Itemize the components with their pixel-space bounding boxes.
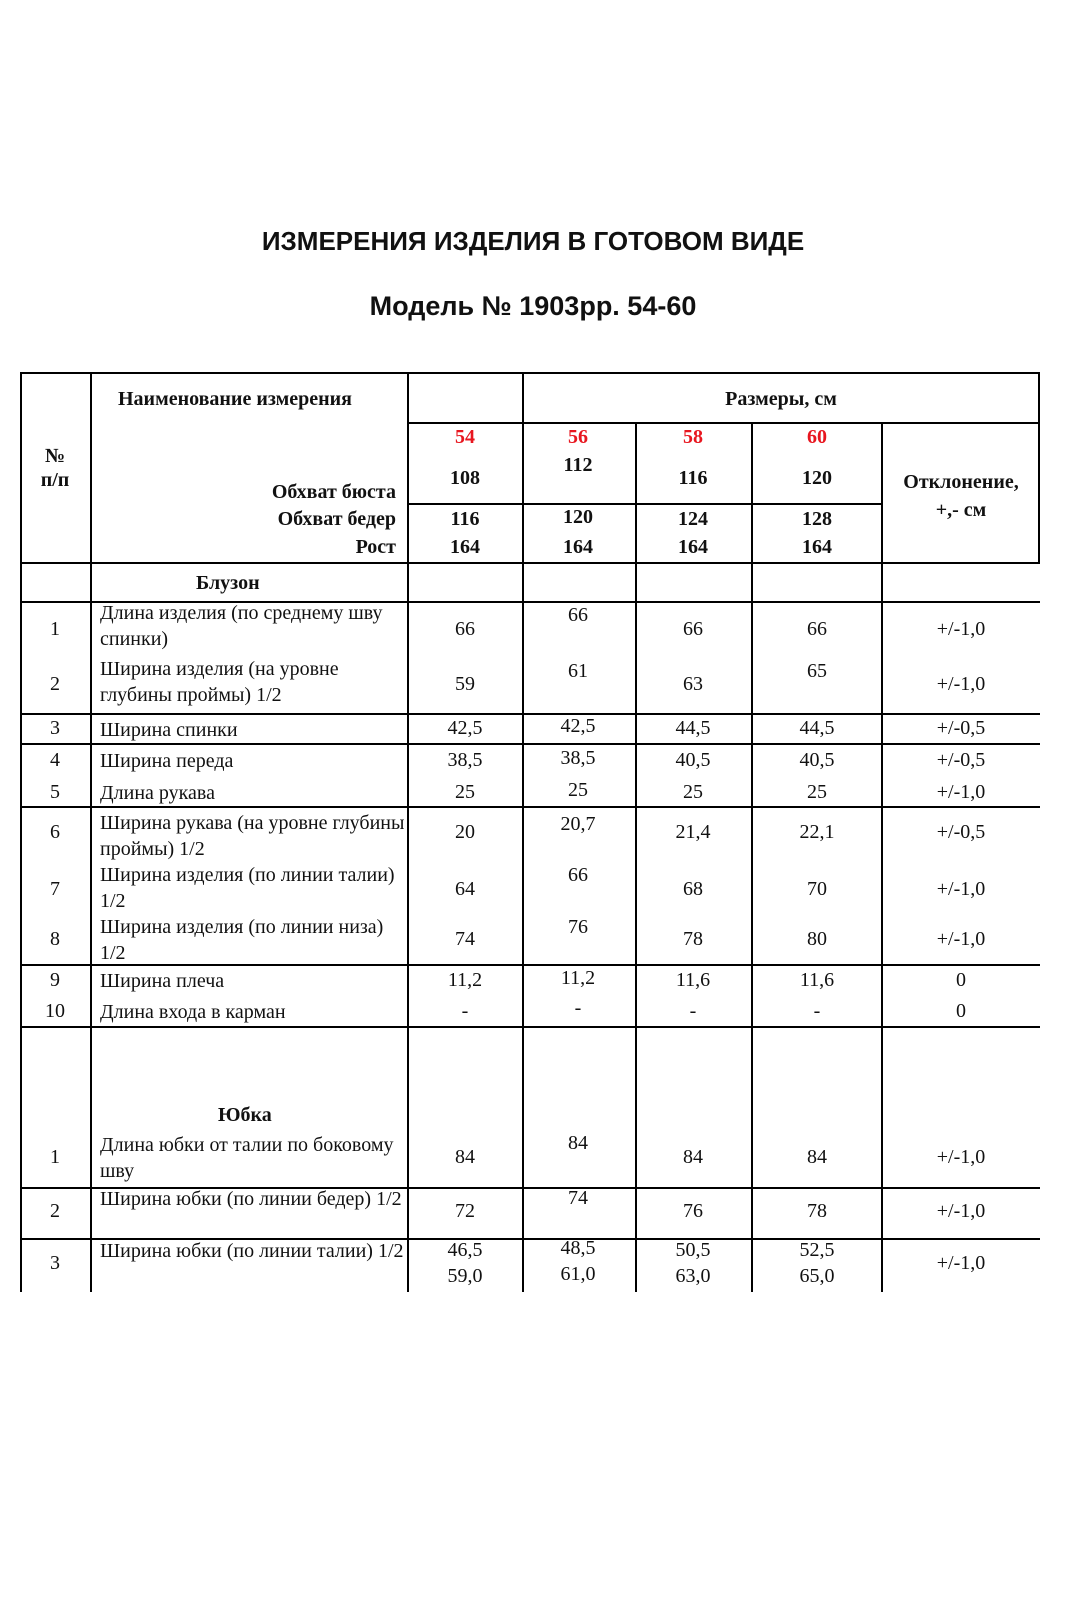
row-number: 2 bbox=[50, 673, 60, 695]
row-number: 2 bbox=[50, 1200, 60, 1222]
measurement-value: 50,5 bbox=[675, 1239, 711, 1261]
measurement-value: 20 bbox=[455, 821, 475, 843]
height-value: 164 bbox=[563, 536, 593, 558]
height-label: Рост bbox=[355, 536, 396, 558]
measurement-value: 44,5 bbox=[799, 717, 835, 739]
hips-value: 128 bbox=[802, 508, 832, 530]
measurement-value: 42,5 bbox=[560, 715, 596, 737]
section-skirt: Юбка bbox=[218, 1104, 272, 1126]
row-number: 9 bbox=[50, 969, 60, 991]
measurement-value: 25 bbox=[807, 781, 827, 803]
measurement-value: 11,2 bbox=[560, 967, 596, 989]
bust-label: Обхват бюста bbox=[271, 481, 396, 503]
deviation-value: +/-1,0 bbox=[936, 1252, 986, 1274]
col-sizes-header: Размеры, см bbox=[725, 388, 837, 410]
measurement-value: 21,4 bbox=[675, 821, 711, 843]
measurement-name: Длина изделия (по среднему шву спинки) bbox=[100, 602, 383, 650]
height-value: 164 bbox=[802, 536, 832, 558]
measurement-value: 42,5 bbox=[447, 717, 483, 739]
measurement-value: 40,5 bbox=[799, 749, 835, 771]
measurement-name: Ширина плеча bbox=[100, 970, 225, 992]
height-value: 164 bbox=[678, 536, 708, 558]
measurement-value: - bbox=[461, 1000, 469, 1022]
measurement-value: 84 bbox=[807, 1146, 827, 1168]
document-title: ИЗМЕРЕНИЯ ИЗДЕЛИЯ В ГОТОВОМ ВИДЕ bbox=[261, 226, 805, 256]
measurement-value: 74 bbox=[455, 928, 475, 950]
measurement-name: Ширина спинки bbox=[100, 719, 238, 741]
hips-value: 120 bbox=[563, 506, 593, 528]
measurement-value: 11,6 bbox=[675, 969, 711, 991]
measurement-value: 66 bbox=[683, 618, 703, 640]
measurement-value: 25 bbox=[455, 781, 475, 803]
measurement-value: 84 bbox=[455, 1146, 475, 1168]
measurement-value: 74 bbox=[568, 1187, 588, 1209]
measurement-value: 84 bbox=[683, 1146, 703, 1168]
measurement-name: Ширина юбки (по линии талии) 1/2 bbox=[100, 1240, 404, 1262]
measurement-value: 38,5 bbox=[447, 749, 483, 771]
measurement-value: 63 bbox=[683, 673, 703, 695]
measurement-value: - bbox=[689, 1000, 697, 1022]
measurement-value-alt: 59,0 bbox=[447, 1265, 483, 1287]
bust-value: 108 bbox=[450, 467, 480, 489]
measurement-value: 78 bbox=[807, 1200, 827, 1222]
model-subtitle: Модель № 1903рр. 54-60 bbox=[369, 291, 697, 321]
measurement-name: Ширина изделия (по линии низа) 1/2 bbox=[100, 916, 384, 964]
row-number: 8 bbox=[50, 928, 60, 950]
measurement-name: Ширина рукава (на уровне глубины проймы) 1/2 bbox=[100, 812, 405, 860]
deviation-value: +/-1,0 bbox=[936, 878, 986, 900]
measurement-value: - bbox=[813, 1000, 821, 1022]
measurement-value: 11,6 bbox=[799, 969, 835, 991]
deviation-value: +/-0,5 bbox=[936, 717, 986, 739]
row-number: 5 bbox=[50, 781, 60, 803]
measurement-value: 11,2 bbox=[447, 969, 483, 991]
deviation-value: +/-1,0 bbox=[936, 928, 986, 950]
deviation-value: +/-1,0 bbox=[936, 618, 986, 640]
deviation-value: +/-0,5 bbox=[936, 821, 986, 843]
row-number: 7 bbox=[50, 878, 60, 900]
bust-value: 112 bbox=[563, 454, 593, 476]
deviation-value: +/-0,5 bbox=[936, 749, 986, 771]
measurement-value: 66 bbox=[807, 618, 827, 640]
row-number: 4 bbox=[50, 749, 60, 771]
size-54: 54 bbox=[455, 426, 475, 448]
measurement-name: Длина рукава bbox=[100, 782, 215, 804]
size-56: 56 bbox=[568, 426, 588, 448]
measurement-value-alt: 65,0 bbox=[799, 1265, 835, 1287]
measurement-value: 78 bbox=[683, 928, 703, 950]
col-deviation-header: Отклонение, +,- см bbox=[903, 471, 1019, 521]
size-58: 58 bbox=[683, 426, 703, 448]
measurement-value: 25 bbox=[683, 781, 703, 803]
measurement-value-alt: 61,0 bbox=[560, 1263, 596, 1285]
measurement-name: Длина входа в карман bbox=[100, 1001, 286, 1023]
measurement-value: 40,5 bbox=[675, 749, 711, 771]
measurement-value: 80 bbox=[807, 928, 827, 950]
hips-value: 116 bbox=[450, 508, 480, 530]
measurement-value: 66 bbox=[568, 604, 588, 626]
deviation-value: +/-1,0 bbox=[936, 781, 986, 803]
measurement-value: 68 bbox=[683, 878, 703, 900]
measurement-name: Ширина юбки (по линии бедер) 1/2 bbox=[100, 1188, 402, 1210]
measurement-value: 66 bbox=[568, 864, 588, 886]
height-value: 164 bbox=[450, 536, 480, 558]
measurement-value: 76 bbox=[568, 916, 588, 938]
deviation-value: +/-1,0 bbox=[936, 1146, 986, 1168]
row-number: 10 bbox=[45, 1000, 65, 1022]
deviation-value: +/-1,0 bbox=[936, 1200, 986, 1222]
row-number: 6 bbox=[50, 821, 60, 843]
measurement-value: 72 bbox=[455, 1200, 475, 1222]
measurement-value: 65 bbox=[807, 660, 827, 682]
bust-value: 120 bbox=[802, 467, 832, 489]
col-number-header: № п/п bbox=[40, 445, 70, 491]
hips-value: 124 bbox=[678, 508, 708, 530]
measurement-value: 59 bbox=[455, 673, 475, 695]
measurement-value: 44,5 bbox=[675, 717, 711, 739]
size-60: 60 bbox=[807, 426, 827, 448]
col-name-header: Наименование измерения bbox=[118, 388, 352, 410]
measurement-value: 64 bbox=[455, 878, 475, 900]
measurement-value: 61 bbox=[568, 660, 588, 682]
measurement-name: Длина юбки от талии по боковому шву bbox=[100, 1134, 394, 1182]
measurement-value: 70 bbox=[807, 878, 827, 900]
deviation-value: 0 bbox=[956, 1000, 966, 1022]
hips-label: Обхват бедер bbox=[277, 508, 396, 530]
measurement-name: Ширина переда bbox=[100, 750, 234, 772]
measurement-value: 84 bbox=[568, 1132, 588, 1154]
measurement-value: 48,5 bbox=[560, 1237, 596, 1259]
deviation-value: 0 bbox=[956, 969, 966, 991]
measurement-value: 52,5 bbox=[799, 1239, 835, 1261]
measurement-value-alt: 63,0 bbox=[675, 1265, 711, 1287]
row-number: 1 bbox=[50, 1146, 60, 1168]
row-number: 3 bbox=[50, 1252, 60, 1274]
bust-value: 116 bbox=[678, 467, 708, 489]
measurement-value: 66 bbox=[455, 618, 475, 640]
measurement-value: 20,7 bbox=[560, 813, 596, 835]
deviation-value: +/-1,0 bbox=[936, 673, 986, 695]
measurement-table bbox=[20, 372, 1040, 1292]
measurement-value: 46,5 bbox=[447, 1239, 483, 1261]
measurement-value: - bbox=[574, 997, 582, 1019]
measurement-name: Ширина изделия (по линии талии) 1/2 bbox=[100, 864, 395, 912]
row-number: 1 bbox=[50, 618, 60, 640]
row-number: 3 bbox=[50, 717, 60, 739]
measurement-name: Ширина изделия (на уровне глубины проймы) 1/2 bbox=[100, 658, 339, 706]
measurement-value: 25 bbox=[568, 779, 588, 801]
measurement-value: 38,5 bbox=[560, 747, 596, 769]
section-blouse: Блузон bbox=[196, 572, 260, 594]
measurement-value: 22,1 bbox=[799, 821, 835, 843]
measurement-value: 76 bbox=[683, 1200, 703, 1222]
